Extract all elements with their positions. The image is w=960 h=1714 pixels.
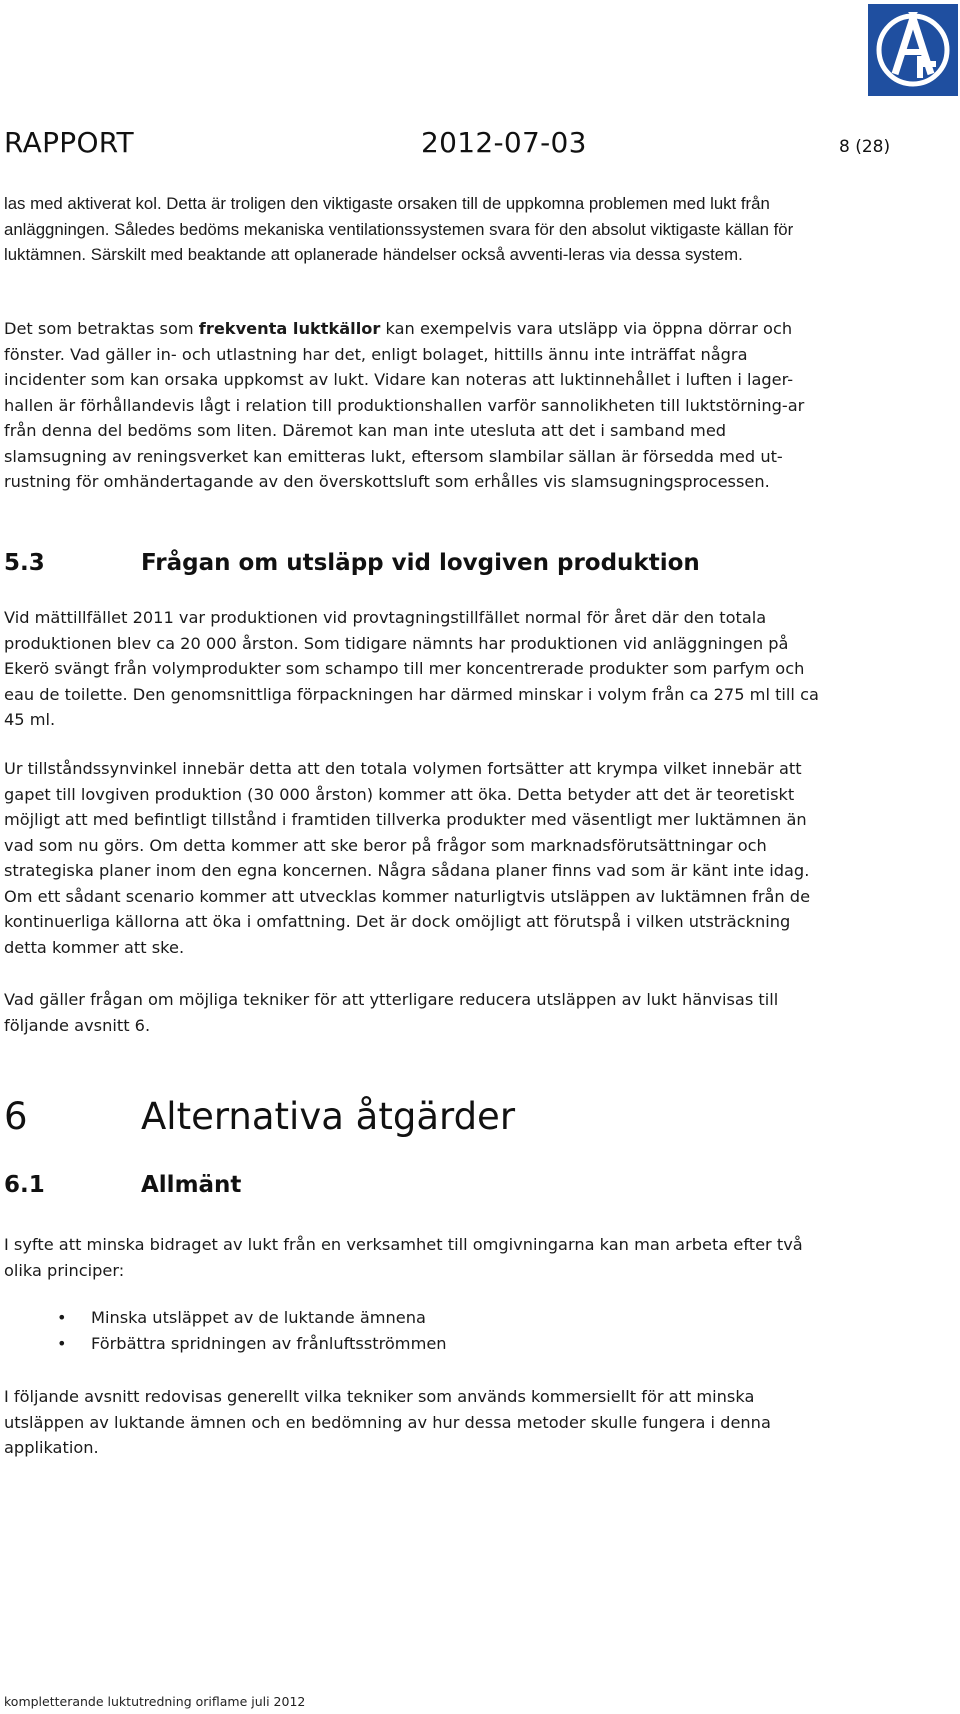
report-date: 2012-07-03 xyxy=(421,126,587,159)
page-footer: kompletterande luktutredning oriflame juli 2012 xyxy=(4,1694,306,1709)
section-5-3-number: 5.3 xyxy=(4,550,45,576)
paragraph-frequent-sources xyxy=(4,316,834,495)
bullet-marker: • xyxy=(57,1334,67,1353)
emphasis-frequent-sources: frekventa luktkällor xyxy=(198,319,381,338)
section-6-1-title: Allmänt xyxy=(141,1172,242,1198)
list-item xyxy=(0,1331,830,1357)
chapter-6-number: 6 xyxy=(4,1095,28,1138)
section-6-1-number: 6.1 xyxy=(4,1172,45,1198)
paragraph-ventilation: las med aktiverat kol. Detta är troligen den viktigaste orsaken till de uppkomna problemen med lukt från anläggningen. Således bedöms mekaniska ventilationssystemen svara för den absolut viktigaste källan för luktämnen. Särskilt med beaktande att oplanerade händelser också avventi-leras via dessa system. xyxy=(4,194,794,264)
company-logo xyxy=(868,4,958,96)
section-5-3-title: Frågan om utsläpp vid lovgiven produktion xyxy=(141,550,700,576)
list-item-text: Förbättra spridningen av frånluftsströmmen xyxy=(91,1334,447,1353)
paragraph-production: Vid mättillfället 2011 var produktionen vid provtagningstillfället normal för året där den totala produktionen blev ca 20 000 årston. Som tidigare nämnts har produktionen vid anläggningen på Ekerö svängt från volymprodukter som schampo till mer koncentrerade produkter som parfym och eau de toilette. Den genomsnittliga förpackningen har därmed minskar i volym från ca 275 ml till ca 45 ml. xyxy=(4,608,819,729)
paragraph-reference: Vad gäller frågan om möjliga tekniker för att ytterligare reducera utsläppen av lukt hänvisas till följande avsnitt 6. xyxy=(4,990,779,1035)
list-item xyxy=(0,1305,830,1331)
paragraph-following-section: I följande avsnitt redovisas generellt vilka tekniker som används kommersiellt för att minska utsläppen av luktande ämnen och en bedömning av hur dessa metoder skulle fungera i denna applikation. xyxy=(4,1387,771,1457)
list-item-text: Minska utsläppet av de luktande ämnena xyxy=(91,1308,426,1327)
page-number: 8 (28) xyxy=(839,137,891,157)
paragraph-text: kan exempelvis vara utsläpp via öppna dörrar och fönster. Vad gäller in- och utlastning har det, enligt bolaget, hittills ännu inte inträffat några incidenter som kan orsaka uppkomst av lukt. Vidare kan noteras att luktinnehållet i luften i lager-hallen är förhållandevis lågt i relation till produktionshallen varför sannolikheten till luktstörning-ar från denna del bedöms som liten. Däremot kan man inte utesluta att det i samband med slamsugning av reningsverket kan emitteras lukt, eftersom slambilar sällan är försedda med ut-rustning för omhändertagande av den överskottsluft som erhålles vis slamsugningsprocessen. xyxy=(4,319,805,491)
bullet-marker: • xyxy=(57,1308,67,1327)
paragraph-principles: I syfte att minska bidraget av lukt från en verksamhet till omgivningarna kan man arbeta efter två olika principer: xyxy=(4,1235,803,1280)
principles-list xyxy=(0,1305,830,1357)
report-title: RAPPORT xyxy=(4,126,134,159)
paragraph-text: Det som betraktas som xyxy=(4,319,199,338)
paragraph-permit-perspective: Ur tillståndssynvinkel innebär detta att den totala volymen fortsätter att krympa vilket innebär att gapet till lovgiven produktion (30 000 årston) kommer att öka. Detta betyder att det är teoretiskt möjligt att med befintligt tillstånd i framtiden tillverka produkter med väsentligt mer luktämnen än vad som nu görs. Om detta kommer att ske beror på frågor som marknadsförutsättningar och strategiska planer inom den egna koncernen. Några sådana planer finns vad som är känt inte idag. Om ett sådant scenario kommer att utvecklas kommer naturligtvis utsläppen av luktämnen från de kontinuerliga källorna att öka i omfattning. Det är dock omöjligt att förutspå i vilken utsträckning detta kommer att ske. xyxy=(4,759,811,957)
chapter-6-title: Alternativa åtgärder xyxy=(141,1095,516,1138)
